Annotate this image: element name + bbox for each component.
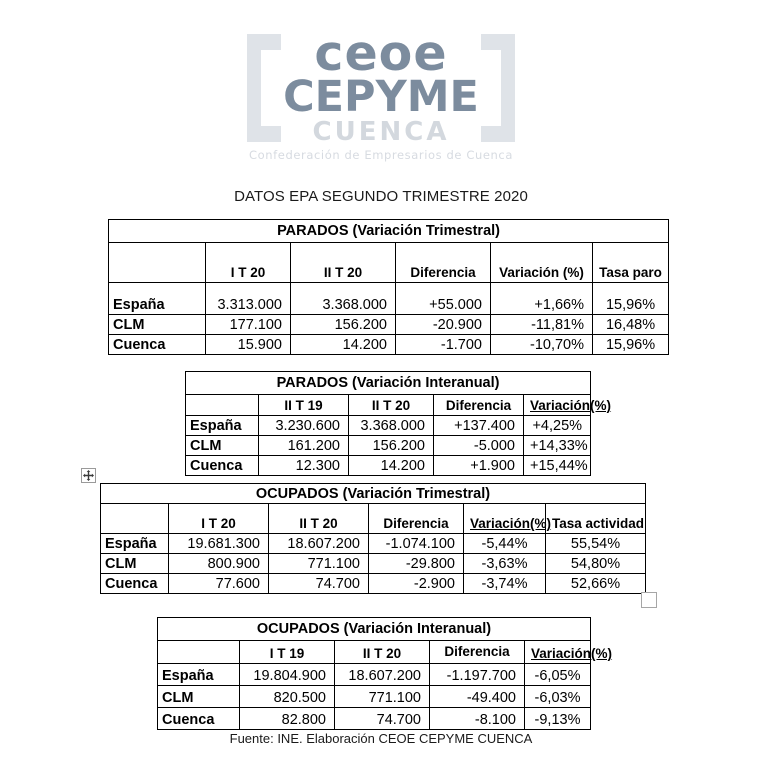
cell-periodo-1: 177.100 [206, 315, 291, 335]
table-row [109, 283, 669, 315]
table-row [101, 574, 646, 594]
logo-tagline: Confederación de Empresarios de Cuenca [248, 148, 513, 162]
row-label: CLM [101, 554, 169, 574]
move-cross-icon[interactable] [81, 468, 96, 483]
cell-tasa: 15,96% [593, 335, 669, 355]
cell-diferencia: +1.900 [434, 456, 524, 476]
page-title: DATOS EPA SEGUNDO TRIMESTRE 2020 [234, 188, 528, 205]
cell-periodo-2: 74.700 [335, 708, 430, 730]
table-ocupados-trimestral[interactable] [100, 483, 646, 594]
header-cell-variacion: Variación (%) [491, 243, 593, 283]
header-cell-periodo-1: I T 19 [240, 641, 335, 664]
table-title: PARADOS (Variación Trimestral) [109, 220, 669, 243]
table-parados-trimestral[interactable] [108, 219, 669, 355]
row-label: España [158, 664, 240, 686]
cell-diferencia: -29.800 [369, 554, 464, 574]
table-row [186, 456, 591, 476]
row-label: Cuenca [109, 335, 206, 355]
company-logo [0, 22, 762, 167]
cell-tasa: 16,48% [593, 315, 669, 335]
cell-diferencia: -2.900 [369, 574, 464, 594]
cell-periodo-1: 12.300 [259, 456, 349, 476]
cell-variacion: -3,63% [464, 554, 546, 574]
header-cell-diferencia: Diferencia [434, 395, 524, 416]
logo-line-ceoe: ceoe [314, 25, 448, 82]
cell-variacion: +14,33% [524, 436, 591, 456]
header-cell-periodo-2: II T 20 [349, 395, 434, 416]
table-title-row [186, 372, 591, 395]
row-label: CLM [158, 686, 240, 708]
table-row [109, 335, 669, 355]
header-cell-periodo-1: I T 20 [169, 504, 269, 534]
header-cell-periodo-2: II T 20 [269, 504, 369, 534]
row-label: Cuenca [158, 708, 240, 730]
cell-variacion: +1,66% [491, 283, 593, 315]
cell-variacion: -10,70% [491, 335, 593, 355]
table-title: PARADOS (Variación Interanual) [186, 372, 591, 395]
cell-diferencia: -1.700 [396, 335, 491, 355]
cell-diferencia: -20.900 [396, 315, 491, 335]
cell-periodo-2: 18.607.200 [269, 534, 369, 554]
cell-tasa: 52,66% [546, 574, 646, 594]
header-cell-periodo-2: II T 20 [291, 243, 396, 283]
header-cell-diferencia: Diferencia [369, 504, 464, 534]
logo-line-cuenca: CUENCA [312, 117, 450, 147]
row-label: España [101, 534, 169, 554]
cell-periodo-1: 19.804.900 [240, 664, 335, 686]
cell-periodo-2: 74.700 [269, 574, 369, 594]
cell-periodo-2: 3.368.000 [291, 283, 396, 315]
table-title: OCUPADOS (Variación Trimestral) [101, 484, 646, 504]
cell-periodo-1: 800.900 [169, 554, 269, 574]
table-row [186, 436, 591, 456]
row-label: CLM [186, 436, 259, 456]
cell-variacion: -6,05% [525, 664, 591, 686]
cell-periodo-2: 771.100 [335, 686, 430, 708]
header-cell-blank [109, 243, 206, 283]
table-header-row [158, 641, 591, 664]
header-cell-periodo-2: II T 20 [335, 641, 430, 664]
table-row [101, 534, 646, 554]
cell-variacion: -3,74% [464, 574, 546, 594]
table-row [158, 686, 591, 708]
table-parados-interanual[interactable] [185, 371, 612, 476]
cell-variacion: -9,13% [525, 708, 591, 730]
header-cell-variacion: Variación(%) [525, 641, 591, 664]
cell-diferencia: -1.074.100 [369, 534, 464, 554]
logo-wordmark [247, 22, 515, 163]
cell-periodo-1: 3.313.000 [206, 283, 291, 315]
cell-tasa: 55,54% [546, 534, 646, 554]
table-header-row [101, 504, 646, 534]
row-label: España [109, 283, 206, 315]
header-cell-blank [158, 641, 240, 664]
cell-diferencia: -8.100 [430, 708, 525, 730]
cell-periodo-2: 771.100 [269, 554, 369, 574]
table-title: OCUPADOS (Variación Interanual) [158, 618, 591, 641]
table-row [158, 664, 591, 686]
cell-diferencia: +137.400 [434, 416, 524, 436]
header-cell-variacion: Variación(%) [524, 395, 591, 416]
header-cell-tasa: Tasa paro [593, 243, 669, 283]
header-cell-diferencia: Diferencia [396, 243, 491, 283]
header-cell-blank [101, 504, 169, 534]
table-row [101, 554, 646, 574]
cell-periodo-2: 14.200 [291, 335, 396, 355]
row-label: Cuenca [101, 574, 169, 594]
row-label: Cuenca [186, 456, 259, 476]
cell-periodo-2: 156.200 [349, 436, 434, 456]
cell-periodo-1: 3.230.600 [259, 416, 349, 436]
source-note: Fuente: INE. Elaboración CEOE CEPYME CUENCA [229, 731, 533, 746]
row-label: España [186, 416, 259, 436]
cell-periodo-1: 15.900 [206, 335, 291, 355]
table-row [109, 315, 669, 335]
cell-diferencia: +55.000 [396, 283, 491, 315]
cell-periodo-1: 77.600 [169, 574, 269, 594]
table-title-row [158, 618, 591, 641]
header-cell-periodo-1: I T 20 [206, 243, 291, 283]
cell-diferencia: -49.400 [430, 686, 525, 708]
header-cell-periodo-1: II T 19 [259, 395, 349, 416]
row-label: CLM [109, 315, 206, 335]
cell-variacion: +15,44% [524, 456, 591, 476]
table-title-row [109, 220, 669, 243]
cell-variacion: -5,44% [464, 534, 546, 554]
header-cell-variacion: Variación(%) [464, 504, 546, 534]
table-header-row [186, 395, 591, 416]
table-title-row [101, 484, 646, 504]
logo-line-cepyme: CEPYME [283, 72, 479, 122]
resize-handle-icon[interactable] [641, 592, 657, 608]
cell-diferencia: -1.197.700 [430, 664, 525, 686]
table-row [158, 708, 591, 730]
cell-periodo-1: 820.500 [240, 686, 335, 708]
cell-periodo-1: 161.200 [259, 436, 349, 456]
cell-variacion: -11,81% [491, 315, 593, 335]
cell-diferencia: -5.000 [434, 436, 524, 456]
header-cell-blank [186, 395, 259, 416]
cell-periodo-1: 19.681.300 [169, 534, 269, 554]
header-cell-diferencia: Diferencia [430, 641, 525, 664]
cell-periodo-2: 156.200 [291, 315, 396, 335]
table-header-row [109, 243, 669, 283]
cell-variacion: +4,25% [524, 416, 591, 436]
cell-periodo-1: 82.800 [240, 708, 335, 730]
cell-periodo-2: 18.607.200 [335, 664, 430, 686]
cell-periodo-2: 3.368.000 [349, 416, 434, 436]
cell-variacion: -6,03% [525, 686, 591, 708]
header-cell-tasa: Tasa actividad [546, 504, 646, 534]
cell-periodo-2: 14.200 [349, 456, 434, 476]
cell-tasa: 54,80% [546, 554, 646, 574]
logo-graphic [247, 22, 515, 162]
cell-tasa: 15,96% [593, 283, 669, 315]
table-ocupados-interanual[interactable] [157, 617, 613, 730]
table-row [186, 416, 591, 436]
